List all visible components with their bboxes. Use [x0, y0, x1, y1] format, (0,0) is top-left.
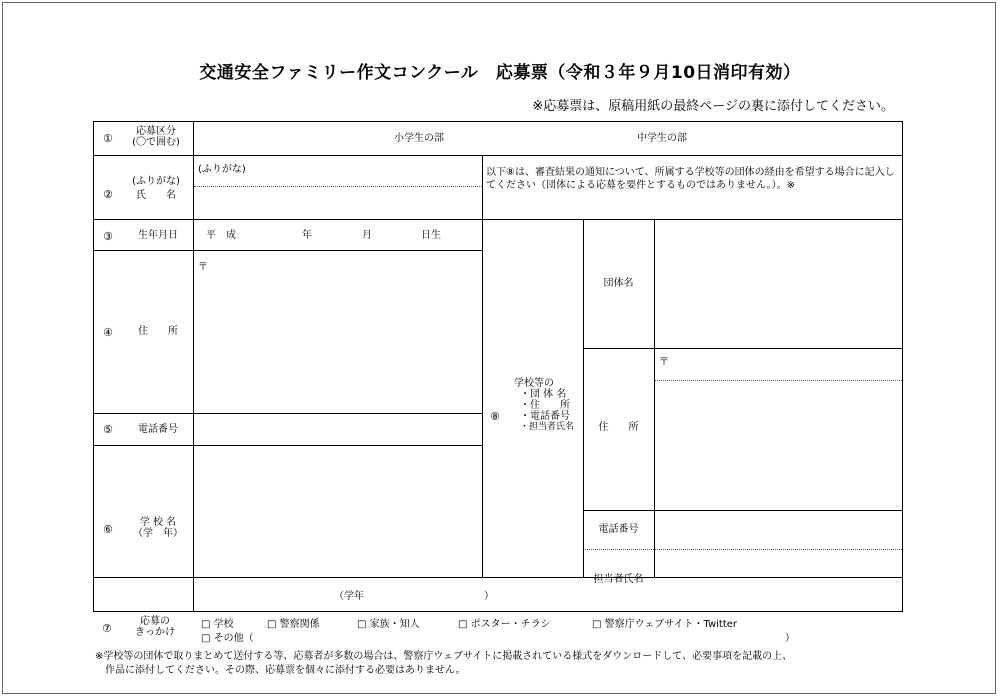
- row-divider: [94, 577, 902, 578]
- row-label: 応募区分 (〇で囲む): [132, 126, 180, 148]
- form-title: 交通安全ファミリー作文コンクール 応募票（令和３年９月10日消印有効）: [199, 63, 801, 83]
- group-address-field[interactable]: [655, 382, 901, 509]
- group-name-field[interactable]: [655, 220, 901, 347]
- row-label: 学校等の ・団 体 名 ・住 所 ・電話番号 ・担当者氏名: [514, 378, 575, 432]
- era-label: 平 成: [206, 230, 236, 241]
- dotted-divider: [654, 380, 902, 381]
- row-divider: [94, 445, 482, 446]
- option-family[interactable]: □ 家族・知人: [357, 619, 420, 630]
- row-divider: [583, 510, 902, 511]
- row-number: ⑥: [103, 523, 113, 536]
- option-other[interactable]: □ その他（: [201, 633, 254, 644]
- trigger-label: 応募の きっかけ: [135, 616, 175, 638]
- row-divider: [94, 611, 902, 612]
- row-label: 住 所: [138, 326, 178, 337]
- row-divider: [94, 250, 482, 251]
- phone-field[interactable]: [198, 418, 480, 442]
- row-number: ④: [103, 326, 113, 339]
- footnote: ※学校等の団体で取りまとめて送付する等、応募者が多数の場合は、警察庁ウェブサイトに掲載されている様式をダウンロードして、必要事項を記載の上、 作品に添付してください。その際、応募票を個々に添付する必要はありません。: [95, 651, 793, 676]
- row-number: ⑧: [490, 410, 500, 423]
- option-other-close: ）: [785, 633, 795, 644]
- year-label: 年: [302, 230, 312, 241]
- row-label: 学 校 名 （学 年）: [133, 517, 183, 539]
- column-divider: [482, 155, 483, 219]
- grade-field[interactable]: （学年 ）: [334, 591, 494, 602]
- furigana-label: (ふりがな): [198, 164, 246, 175]
- month-label: 月: [362, 230, 372, 241]
- postal-mark: 〒: [198, 262, 208, 273]
- row-label: (ふりがな) 氏 名: [132, 176, 180, 201]
- group-routing-note: 以下⑧は、審査結果の通知について、所属する学校等の団体の経由を希望する場合に記入してください（団体による応募を要件とするものではありません。）。※: [486, 167, 895, 191]
- option-website[interactable]: □ 警察庁ウェブサイト・Twitter: [592, 619, 738, 630]
- row-number: ⑤: [103, 423, 113, 436]
- dotted-divider: [583, 549, 902, 550]
- row-divider: [94, 155, 902, 156]
- option-poster[interactable]: □ ポスター・チラシ: [458, 619, 551, 630]
- address-field[interactable]: [198, 278, 480, 408]
- day-label: 日生: [421, 230, 441, 241]
- group-postal-mark: 〒: [659, 357, 669, 368]
- row-number: ②: [103, 188, 113, 201]
- row-number: ③: [103, 230, 113, 243]
- row-divider: [583, 348, 902, 349]
- row-number: ⑦: [102, 622, 112, 635]
- row-divider: [94, 413, 482, 414]
- name-field[interactable]: [198, 188, 480, 216]
- attach-instruction: ※応募票は、原稿用紙の最終ページの裏に添付してください。: [532, 99, 894, 114]
- contact-name-label: 担当者氏名: [593, 574, 644, 585]
- option-middle[interactable]: 中学生の部: [637, 133, 687, 144]
- column-divider: [193, 122, 194, 611]
- dotted-divider: [194, 186, 482, 187]
- option-police[interactable]: □ 警察関係: [267, 619, 320, 630]
- column-divider: [482, 219, 483, 577]
- option-elementary[interactable]: 小学生の部: [394, 133, 444, 144]
- row-number: ①: [103, 132, 113, 145]
- application-form: [93, 121, 903, 612]
- row-label: 電話番号: [138, 424, 178, 435]
- option-school[interactable]: □ 学校: [201, 619, 234, 630]
- group-phone-label: 電話番号: [598, 524, 639, 535]
- group-name-label: 団体名: [603, 278, 634, 289]
- row-label: 生年月日: [138, 230, 178, 241]
- group-address-label: 住 所: [598, 422, 639, 433]
